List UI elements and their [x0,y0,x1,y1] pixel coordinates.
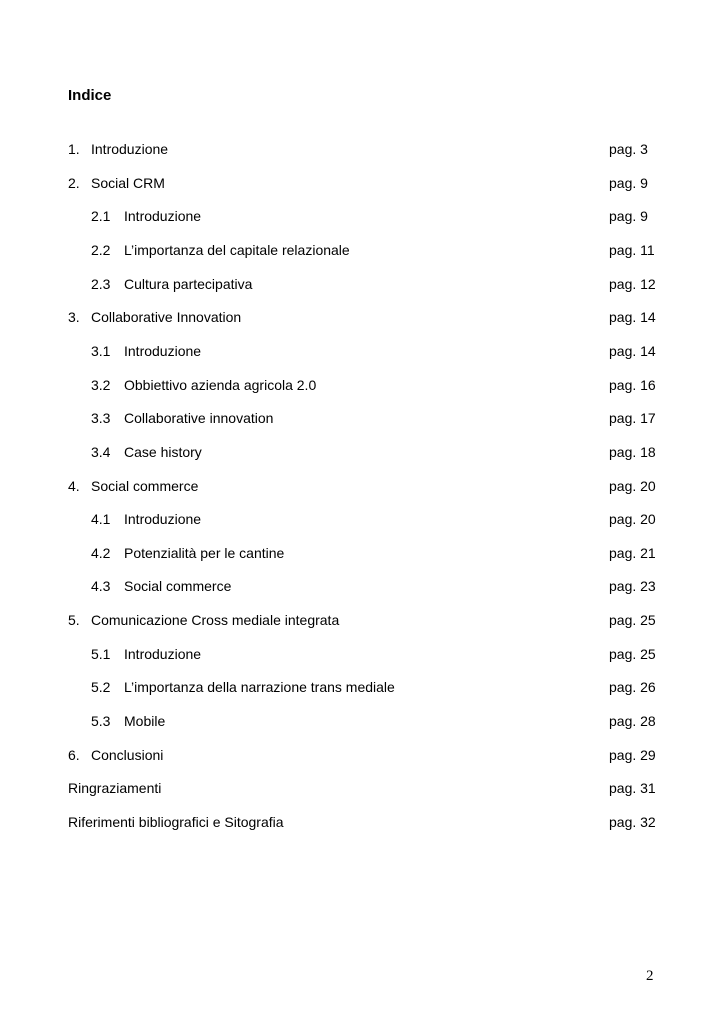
toc-entry-label: Social commerce [124,578,232,594]
toc-entry-label: Social CRM [91,175,165,191]
toc-entry-number: 6. [68,747,80,763]
toc-entry-label: L’importanza del capitale relazionale [124,242,350,258]
toc-entry-label: Comunicazione Cross mediale integrata [91,612,340,628]
toc-entry-label: Ringraziamenti [68,780,162,796]
toc-entry-number: 3.1 [91,343,111,359]
toc-entry-label: Social commerce [91,478,199,494]
toc-entry-number: 5.3 [91,713,111,729]
toc-entry-page: pag. 21 [609,545,656,561]
toc-entry [0,341,728,361]
toc-entry [0,173,728,193]
toc-entry-page: pag. 25 [609,646,656,662]
toc-entry-label: Introduzione [91,141,169,157]
toc-entry [0,274,728,294]
toc-entry [0,711,728,731]
toc-entry-number: 4. [68,478,80,494]
toc-entry-page: pag. 32 [609,814,656,830]
toc-entry-number: 1. [68,141,80,157]
toc-entry-label: Collaborative Innovation [91,309,242,325]
toc-entry-page: pag. 11 [609,242,655,258]
toc-entry-label: Collaborative innovation [124,410,274,426]
toc-entry-label: Introduzione [124,343,202,359]
toc-entry-page: pag. 18 [609,444,656,460]
toc-entry-number: 2.1 [91,208,111,224]
toc-entry-label: Introduzione [124,646,202,662]
toc-entry-page: pag. 31 [609,780,656,796]
toc-entry-page: pag. 28 [609,713,656,729]
toc-entry-number: 3. [68,309,80,325]
toc-entry-label: Obbiettivo azienda agricola 2.0 [124,377,317,393]
toc-entry-page: pag. 25 [609,612,656,628]
toc-entry [0,375,728,395]
document-title: Indice [68,87,112,104]
toc-entry-page: pag. 17 [609,410,656,426]
toc-entry [0,476,728,496]
page-number: 2 [646,968,654,984]
toc-entry-page: pag. 16 [609,377,656,393]
toc-entry-label: Introduzione [124,208,202,224]
toc-entry [0,778,728,798]
toc-entry [0,442,728,462]
toc-entry [0,644,728,664]
toc-entry-page: pag. 29 [609,747,656,763]
toc-entry-number: 2.3 [91,276,111,292]
toc-entry [0,206,728,226]
toc-entry [0,543,728,563]
toc-entry-label: Potenzialità per le cantine [124,545,285,561]
toc-entry-number: 5.2 [91,679,111,695]
toc-entry-page: pag. 12 [609,276,656,292]
toc-entry-number: 5.1 [91,646,111,662]
toc-entry-page: pag. 3 [609,141,648,157]
toc-entry-number: 3.2 [91,377,111,393]
toc-entry-label: Conclusioni [91,747,164,763]
toc-entry-label: L’importanza della narrazione trans mediale [124,679,395,695]
toc-entry-number: 4.1 [91,511,111,527]
toc-entry-label: Mobile [124,713,166,729]
toc-entry-number: 5. [68,612,80,628]
toc-entry [0,139,728,159]
toc-entry-number: 2.2 [91,242,111,258]
toc-entry-label: Cultura partecipativa [124,276,253,292]
toc-entry [0,610,728,630]
toc-entry-page: pag. 26 [609,679,656,695]
toc-entry-number: 2. [68,175,80,191]
toc-entry [0,509,728,529]
toc-entry-number: 4.3 [91,578,111,594]
toc-entry [0,408,728,428]
toc-entry-page: pag. 20 [609,478,656,494]
toc-entry [0,240,728,260]
toc-entry-number: 3.3 [91,410,111,426]
toc-entry-label: Introduzione [124,511,202,527]
toc-entry-page: pag. 9 [609,208,648,224]
toc-entry-number: 4.2 [91,545,111,561]
toc-entry-page: pag. 23 [609,578,656,594]
toc-entry-label: Case history [124,444,202,460]
toc-entry [0,812,728,832]
toc-entry-number: 3.4 [91,444,111,460]
toc-entry [0,745,728,765]
toc-entry [0,576,728,596]
toc-entry-page: pag. 14 [609,309,656,325]
toc-entry [0,677,728,697]
toc-entry-page: pag. 14 [609,343,656,359]
toc-entry-page: pag. 9 [609,175,648,191]
toc-entry-label: Riferimenti bibliografici e Sitografia [68,814,284,830]
toc-entry [0,307,728,327]
toc-entry-page: pag. 20 [609,511,656,527]
